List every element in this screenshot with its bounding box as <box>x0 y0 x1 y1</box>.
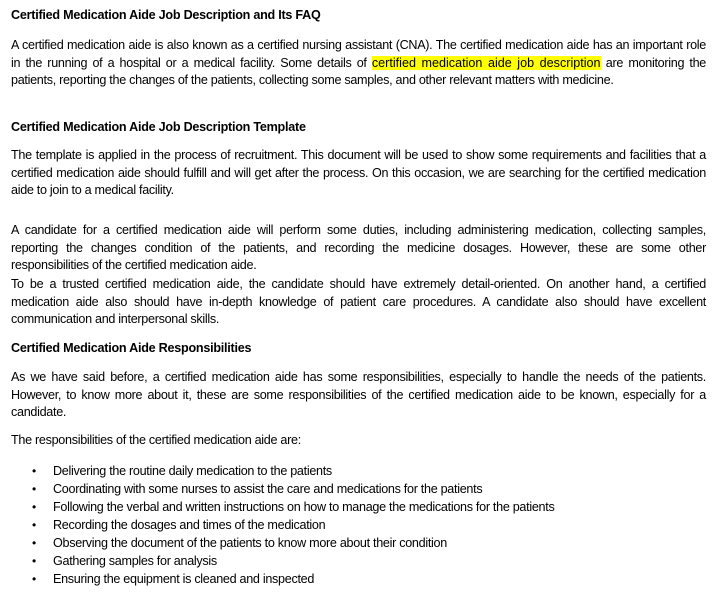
list-item <box>11 570 554 588</box>
template-paragraph-1: The template is applied in the process of recruitment. This document will be used to show some requirements and facilities that a certified medication aide should fulfill and will get after the process. On this occasion, we are searching for the certified medication aide to join to a medical facility. <box>11 148 706 198</box>
list-item-text: Coordinating with some nurses to assist the care and medications for the patients <box>53 482 483 496</box>
bullet-icon: • <box>32 482 36 496</box>
bullet-icon: • <box>32 518 36 532</box>
list-item-text: Delivering the routine daily medication to the patients <box>53 464 332 478</box>
document-title: Certified Medication Aide Job Description and Its FAQ <box>11 8 321 22</box>
list-item <box>11 462 554 480</box>
intro-text-after: are monitoring the patients, reporting the changes of the patients, collecting some samples, and other relevant matters with medicine. <box>11 55 707 88</box>
section-heading-responsibilities: Certified Medication Aide Responsibilities <box>11 341 252 355</box>
highlighted-link-text[interactable]: certified medication aide job description <box>371 55 601 70</box>
bullet-icon: • <box>32 572 36 586</box>
list-item <box>11 480 554 498</box>
bullet-icon: • <box>32 554 36 568</box>
list-item-text: Following the verbal and written instructions on how to manage the medications for the patients <box>53 500 555 514</box>
list-item <box>11 534 554 552</box>
bullet-icon: • <box>32 500 36 514</box>
list-item <box>11 516 554 534</box>
list-item <box>11 552 554 570</box>
list-item-text: Observing the document of the patients to know more about their condition <box>53 536 447 550</box>
responsibilities-paragraph-1: As we have said before, a certified medication aide has some responsibilities, especially to handle the needs of the patients. However, to know more about it, these are some responsibilities of the certified medication aide to be known, especially for a candidate. <box>11 370 706 420</box>
list-item-text: Recording the dosages and times of the medication <box>53 518 326 532</box>
intro-text-before: A certified medication aide is also known as a certified nursing assistant (CNA). The certified medication aide has an important role in the running of a hospital or a medical facility. Some details of <box>11 38 706 70</box>
list-item-text: Gathering samples for analysis <box>53 554 217 568</box>
template-paragraph-3: To be a trusted certified medication aide, the candidate should have extremely detail-oriented. On another hand, a certified medication aide also should have in-depth knowledge of patient care procedures. A candidate also should have excellent communication and interpersonal skills. <box>11 277 706 327</box>
responsibilities-intro-line: The responsibilities of the certified medication aide are: <box>11 433 301 447</box>
template-paragraph-2: A candidate for a certified medication aide will perform some duties, including administering medication, collecting samples, reporting the changes condition of the patients, and recording the medicine dosages. However, these are some other responsibilities of the certified medication aide. <box>11 223 706 273</box>
list-item-text: Ensuring the equipment is cleaned and inspected <box>53 572 315 586</box>
bullet-icon: • <box>32 464 36 478</box>
list-item <box>11 498 554 516</box>
intro-paragraph <box>11 37 706 90</box>
responsibilities-list <box>11 462 554 588</box>
bullet-icon: • <box>32 536 36 550</box>
section-heading-template: Certified Medication Aide Job Description Template <box>11 120 306 134</box>
